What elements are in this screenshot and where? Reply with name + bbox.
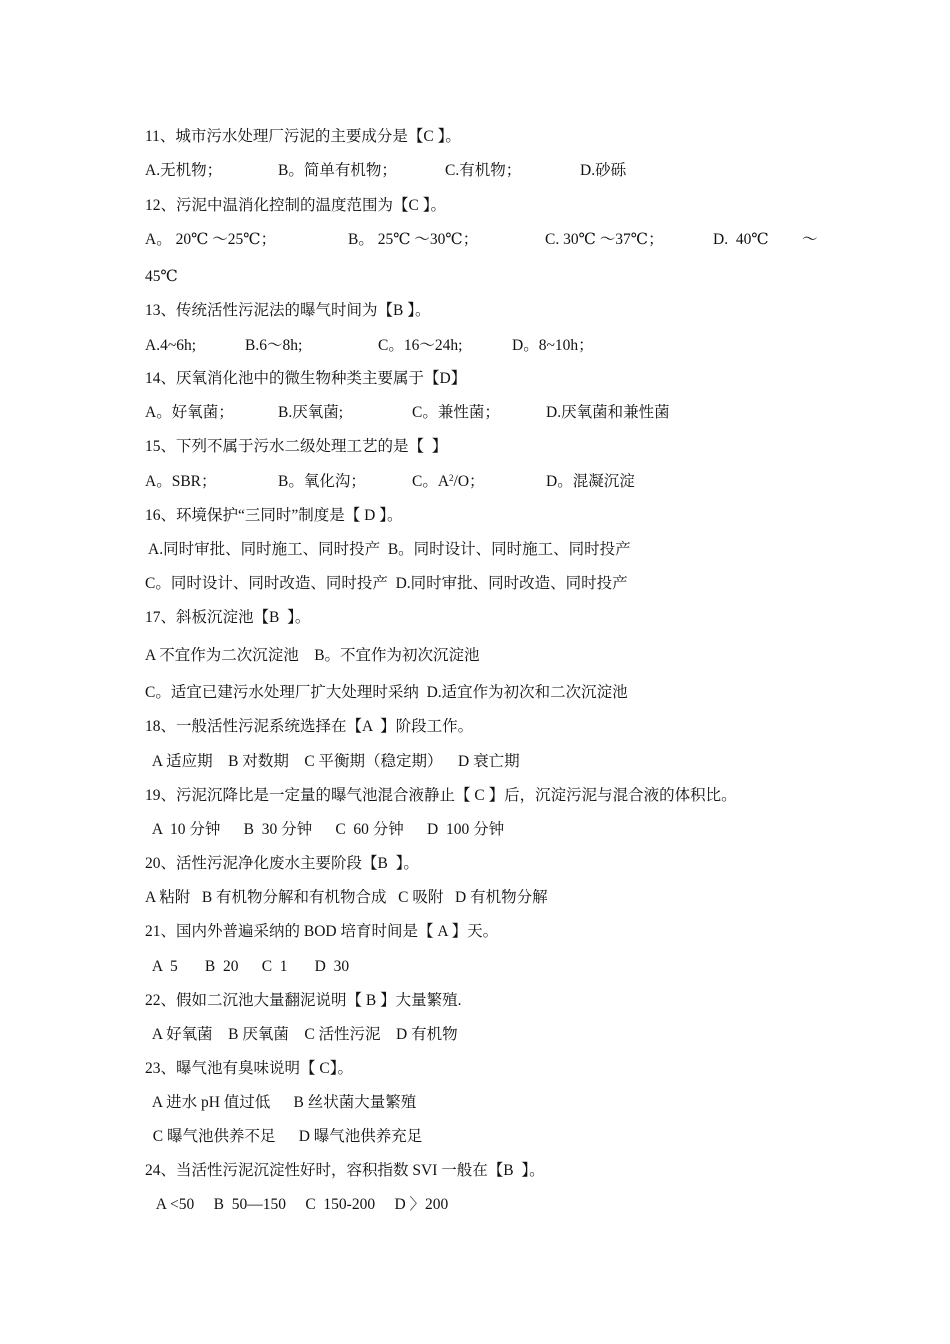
- option-15-c: [412, 472, 485, 492]
- option-15-c-tail: /O；: [453, 473, 485, 490]
- question-20: 20、活性污泥净化废水主要阶段【B 】。: [145, 855, 419, 872]
- option-12-a: A。 20℃ ～25℃；: [145, 231, 277, 248]
- question-11: 11、城市污水处理厂污泥的主要成分是【C 】。: [145, 128, 461, 145]
- option-17-cd: C。适宜已建污水处理厂扩大处理时采纳 D.适宜作为初次和二次沉淀池: [145, 684, 628, 701]
- option-23-cd: C 曝气池供养不足 D 曝气池供养充足: [145, 1128, 423, 1145]
- option-13-d: D。8~10h；: [512, 337, 594, 354]
- question-17: 17、斜板沉淀池【B 】。: [145, 609, 311, 626]
- question-19: 19、污泥沉降比是一定量的曝气池混合液静止【 C 】后，沉淀污泥与混合液的体积比。: [145, 787, 737, 804]
- option-13-b: B.6～8h;: [245, 337, 303, 354]
- option-13-c: C。16～24h;: [378, 337, 463, 354]
- question-12: 12、污泥中温消化控制的温度范围为【C 】。: [145, 197, 446, 214]
- option-15-c-sup: 2: [449, 473, 454, 483]
- question-23: 23、曝气池有臭味说明【 C】。: [145, 1060, 353, 1077]
- option-22: A 好氧菌 B 厌氧菌 C 活性污泥 D 有机物: [145, 1026, 458, 1043]
- question-22: 22、假如二沉池大量翻泥说明【 B 】大量繁殖.: [145, 992, 462, 1009]
- option-12-d-cont: 45℃: [145, 268, 178, 285]
- option-21: A 5 B 20 C 1 D 30: [145, 958, 350, 975]
- question-14: 14、厌氧消化池中的微生物种类主要属于【D】: [145, 370, 467, 387]
- option-17-ab: A 不宜作为二次沉淀池 B。不宜作为初次沉淀池: [145, 647, 480, 664]
- option-23-ab: A 进水 pH 值过低 B 丝状菌大量繁殖: [145, 1094, 417, 1111]
- option-16-cd: C。同时设计、同时改造、同时投产 D.同时审批、同时改造、同时投产: [145, 575, 628, 592]
- option-16-ab: A.同时审批、同时施工、同时投产 B。同时设计、同时施工、同时投产: [145, 541, 631, 558]
- option-12-d: D. 40℃: [713, 231, 769, 248]
- option-19: A 10 分钟 B 30 分钟 C 60 分钟 D 100 分钟: [145, 821, 505, 838]
- option-14-a: A。好氧菌；: [145, 404, 234, 421]
- question-13: 13、传统活性污泥法的曝气时间为【B 】。: [145, 302, 431, 319]
- question-16: 16、环境保护“三同时”制度是【 D 】。: [145, 507, 403, 524]
- question-15: 15、下列不属于污水二级处理工艺的是【 】: [145, 438, 448, 455]
- option-12-b: B。 25℃ ～30℃；: [348, 231, 479, 248]
- option-11-a: A.无机物；: [145, 162, 223, 179]
- option-14-d: D.厌氧菌和兼性菌: [546, 404, 670, 421]
- question-24: 24、当活性污泥沉淀性好时，容积指数 SVI 一般在【B 】。: [145, 1162, 545, 1179]
- option-15-d: D。混凝沉淀: [546, 473, 635, 490]
- option-14-c: C。兼性菌；: [412, 404, 500, 421]
- option-11-d: D.砂砾: [580, 162, 627, 179]
- option-20: A 粘附 B 有机物分解和有机物合成 C 吸附 D 有机物分解: [145, 889, 548, 906]
- option-24: A <50 B 50—150 C 150-200 D 〉200: [145, 1196, 449, 1213]
- option-15-b: B。氧化沟；: [278, 473, 366, 490]
- option-15-c-text: C。A: [412, 473, 450, 490]
- option-11-c: C.有机物；: [445, 162, 522, 179]
- option-18: A 适应期 B 对数期 C 平衡期（稳定期） D 衰亡期: [145, 753, 520, 770]
- option-13-a: A.4~6h;: [145, 337, 197, 354]
- question-21: 21、国内外普遍采纳的 BOD 培育时间是【 A 】天。: [145, 923, 499, 940]
- option-12-d-tilde: ～: [802, 231, 818, 248]
- question-18: 18、一般活性污泥系统选择在【A 】阶段工作。: [145, 718, 474, 735]
- option-15-a: A。SBR；: [145, 473, 217, 490]
- option-11-b: B。简单有机物；: [278, 162, 397, 179]
- option-12-c: C. 30℃ ～37℃；: [545, 231, 664, 248]
- option-14-b: B.厌氧菌;: [278, 404, 344, 421]
